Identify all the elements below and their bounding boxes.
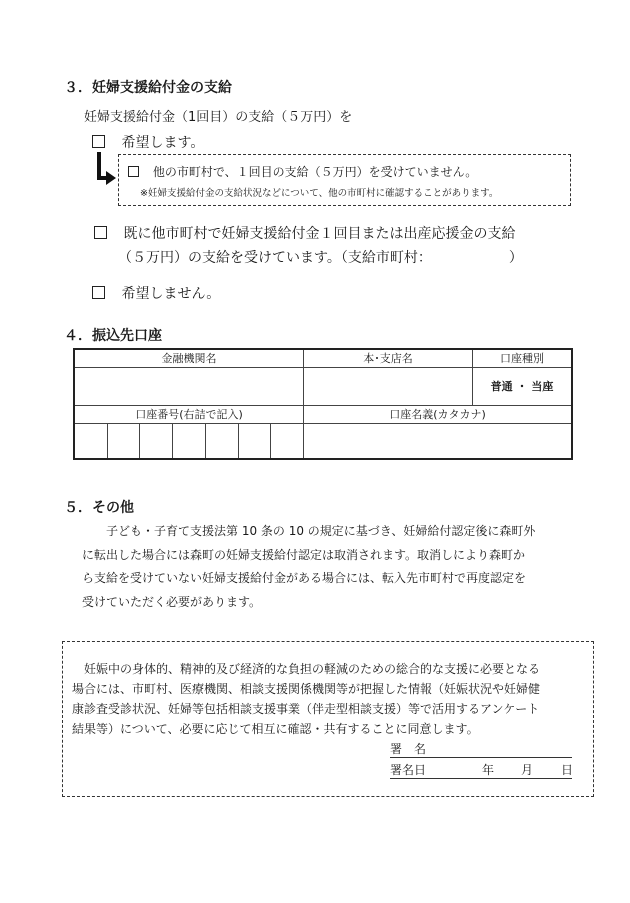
date-line[interactable] [390,778,572,779]
option-hope-label: 希望します。 [121,135,205,151]
account-holder-header: 口座名義(カタカナ) [304,405,573,423]
section3-intro: 妊婦支援給付金（1回目）の支給（５万円）を [84,110,353,125]
arrow-down-right-icon [92,152,118,188]
day-label: 日 [561,763,574,777]
month-label: 月 [521,763,534,777]
digit-cell[interactable] [271,424,303,458]
consent-body [72,659,540,739]
option-already[interactable] [94,223,515,243]
signature-line[interactable] [390,757,572,758]
section5-line: に転出した場合には森町の妊婦支援給付認定は取消されます。取消しにより森町か [82,547,526,562]
bank-name-field[interactable] [74,367,304,405]
sub-option[interactable] [128,163,477,180]
consent-line: 結果等）について、必要に応じて相互に確認・共有することに同意します。 [72,722,479,736]
branch-name-field[interactable] [304,367,473,405]
section5-line: 受けていただく必要があります。 [82,594,262,609]
section5-line: 子ども・子育て支援法第 10 条の 10 の規定に基づき、妊婦給付認定後に森町外 [106,524,536,538]
bank-account-table [73,348,573,460]
digit-cell[interactable] [239,424,272,458]
digit-cell[interactable] [206,424,239,458]
sub-option-note: ※妊婦支援給付金の支給状況などについて、他の市町村に確認することがあります。 [140,188,499,199]
no-checkbox[interactable] [92,286,105,299]
signature-label: 署 名 [390,742,427,756]
section5-body [82,520,535,614]
account-holder-field[interactable] [304,423,573,459]
digit-cell[interactable] [108,424,141,458]
bank-name-header: 金融機関名 [74,349,304,367]
digit-cell[interactable] [75,424,108,458]
section3-heading: ３．妊婦支援給付金の支給 [64,80,232,96]
consent-line: 妊娠中の身体的、精神的及び経済的な負担の軽減のための総合的な支援に必要となる [84,662,541,676]
signature-date-label: 署名日 [390,763,427,777]
section4-heading: ４．振込先口座 [64,328,162,344]
account-number-field[interactable] [74,423,304,459]
sub-option-checkbox[interactable] [128,166,139,177]
option-already-line1: 既に他市町村で妊婦支援給付金１回目または出産応援金の支給 [123,226,516,242]
section5-line: ら支給を受けていない妊婦支援給付金がある場合には、転入先市町村で再度認定を [82,571,527,585]
section5-heading: ５．その他 [64,500,134,516]
option-no[interactable] [92,283,220,303]
consent-line: 康診査受診状況、妊婦等包括相談支援事業（伴走型相談支援）等で活用するアンケート [72,702,540,716]
account-type-header: 口座種別 [473,349,573,367]
year-label: 年 [482,763,495,777]
branch-name-header: 本･支店名 [304,349,473,367]
digit-cell[interactable] [140,424,173,458]
digit-cell[interactable] [173,424,206,458]
already-checkbox[interactable] [94,226,107,239]
option-hope[interactable] [92,132,204,152]
hope-checkbox[interactable] [92,135,105,148]
option-already-line2: （５万円）の支給を受けています。（支給市町村： ） [118,250,523,266]
account-type-field[interactable]: 普通 ・ 当座 [473,367,573,405]
option-no-label: 希望しません。 [121,286,221,302]
sub-option-label: 他の市町村で、１回目の支給（５万円）を受けていません。 [152,165,478,179]
consent-line: 場合には、市町村、医療機関、相談支援関係機関等が把握した情報（妊娠状況や妊婦健 [72,682,541,696]
account-number-header: 口座番号(右詰で記入) [74,405,304,423]
